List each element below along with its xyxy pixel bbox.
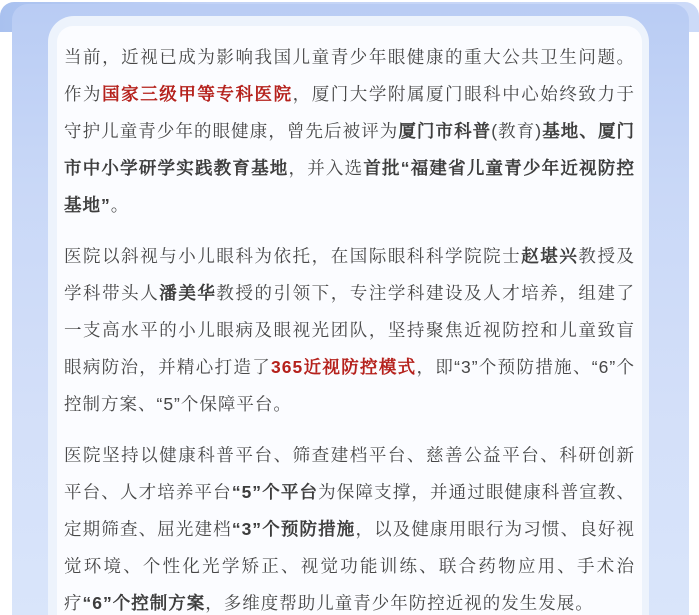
body-text: ，厦门大学附属厦门眼科中心始终致力于守护儿童青少年的眼健康，曾先后被评为 [64,84,636,141]
body-text: 为保障支撑，并通过眼健康科普宣教、定期筛查、屈光建档 [64,482,636,539]
body-text: ，即“3”个预防措施、“6”个控制方案、“5”个保障平台。 [64,357,635,414]
article-body [64,39,635,615]
body-text: 当前，近视已成为影响我国儿童青少年眼健康的重大公共卫生问题。作为 [64,47,635,104]
highlight-bold-text: 基地、厦门市中小学研学实践教育基地 [64,121,636,178]
highlight-bold-text: 潘美华 [159,283,217,303]
body-text: ，并入选 [288,158,364,178]
paragraph-1 [64,39,635,224]
highlight-bold-text: 赵堪兴 [521,246,579,266]
highlight-bold-text: “6”个控制方案 [82,593,206,613]
body-text: 。 [110,195,130,215]
paragraph-3 [64,437,635,615]
highlight-bold-text: “3”个预防措施 [231,519,356,539]
body-text: 医院以斜视与小儿眼科为依托，在国际眼科科学院院士 [64,246,522,266]
highlight-bold-text: 首批“福建省儿童青少年近视防控基地” [64,158,636,215]
body-text: ，多维度帮助儿童青少年防控近视的发生发展。 [205,593,594,613]
highlight-bold-text: 厦门市科普 [398,121,492,141]
body-text: 教授的引领下，专注学科建设及人才培养，组建了一支高水平的小儿眼病及眼视光团队，坚持聚焦近视防控和儿童致盲眼病防治，并精心打造了 [64,283,636,377]
body-text: 医院坚持以健康科普平台、筛查建档平台、慈善公益平台、科研创新平台、人才培养平台 [64,445,635,502]
highlight-red-text: 365近视防控模式 [271,357,417,377]
inner-content-card [57,26,642,615]
paragraph-2 [64,238,635,423]
highlight-bold-text: “5”个平台 [231,482,319,502]
body-text: 教授及学科带头人 [64,246,636,303]
highlight-red-text: 国家三级甲等专科医院 [102,84,293,104]
body-text: ，以及健康用眼行为习惯、良好视觉环境、个性化光学矫正、视觉功能训练、联合药物应用、手术治疗 [64,519,636,613]
body-text: (教育) [491,121,543,141]
